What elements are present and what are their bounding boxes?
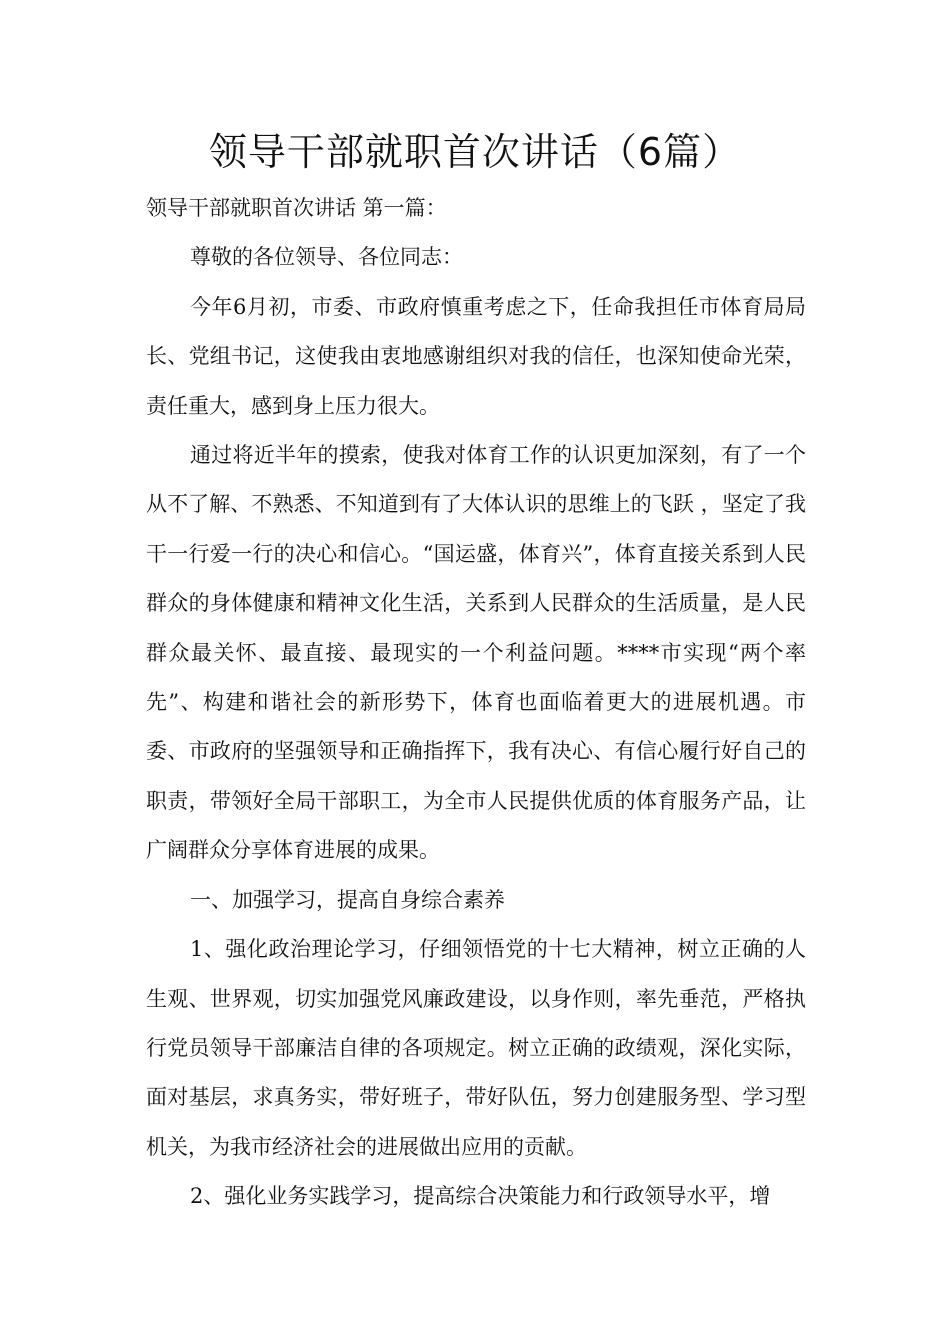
point-practice-study: 2、强化业务实践学习，提高综合决策能力和行政领导水平，增: [190, 1184, 771, 1209]
point-political-study: 1、强化政治理论学习，仔细领悟党的十七大精神，树立正确的人生观、世界观，切实加强党风廉政建设，以身作则，率先垂范，严格执行党员领导干部廉洁自律的各项规定。树立正确的政绩观，深化实际，面对基层，求真务实，带好班子，带好队伍，努力创建服务型、学习型机关，为我市经济社会的进展做出应用的贡献。: [146, 937, 806, 1159]
document-body: [146, 184, 806, 1222]
document-title: 领导干部就职首次讲话（6篇）: [208, 130, 742, 174]
paragraph-appointment: 今年6月初，市委、市政府慎重考虑之下，任命我担任市体育局局长、党组书记，这使我由衷地感谢组织对我的信任，也深知使命光荣，责任重大，感到身上压力很大。: [146, 294, 806, 418]
section-heading-learning: 一、加强学习，提高自身综合素养: [190, 887, 505, 912]
salutation: 尊敬的各位领导、各位同志：: [190, 245, 463, 270]
paragraph-understanding: 通过将近半年的摸索，使我对体育工作的认识更加深刻，有了一个从不了解、不熟悉、不知道到有了大体认识的思维上的飞跃 ，坚定了我干一行爱一行的决心和信心。“国运盛，体育兴”，体育直接关系到人民群众的身体健康和精神文化生活，关系到人民群众的生活质量，是人民群众最关怀、最直接、最现实的一个利益问题。****市实现“两个率先”、构建和谐社会的新形势下，体育也面临着更大的进展机遇。市委、市政府的坚强领导和正确指挥下，我有决心、有信心履行好自己的职责，带领好全局干部职工，为全市人民提供优质的体育服务产品，让广阔群众分享体育进展的成果。: [146, 443, 806, 863]
section-label: 领导干部就职首次讲话 第一篇：: [146, 196, 447, 220]
